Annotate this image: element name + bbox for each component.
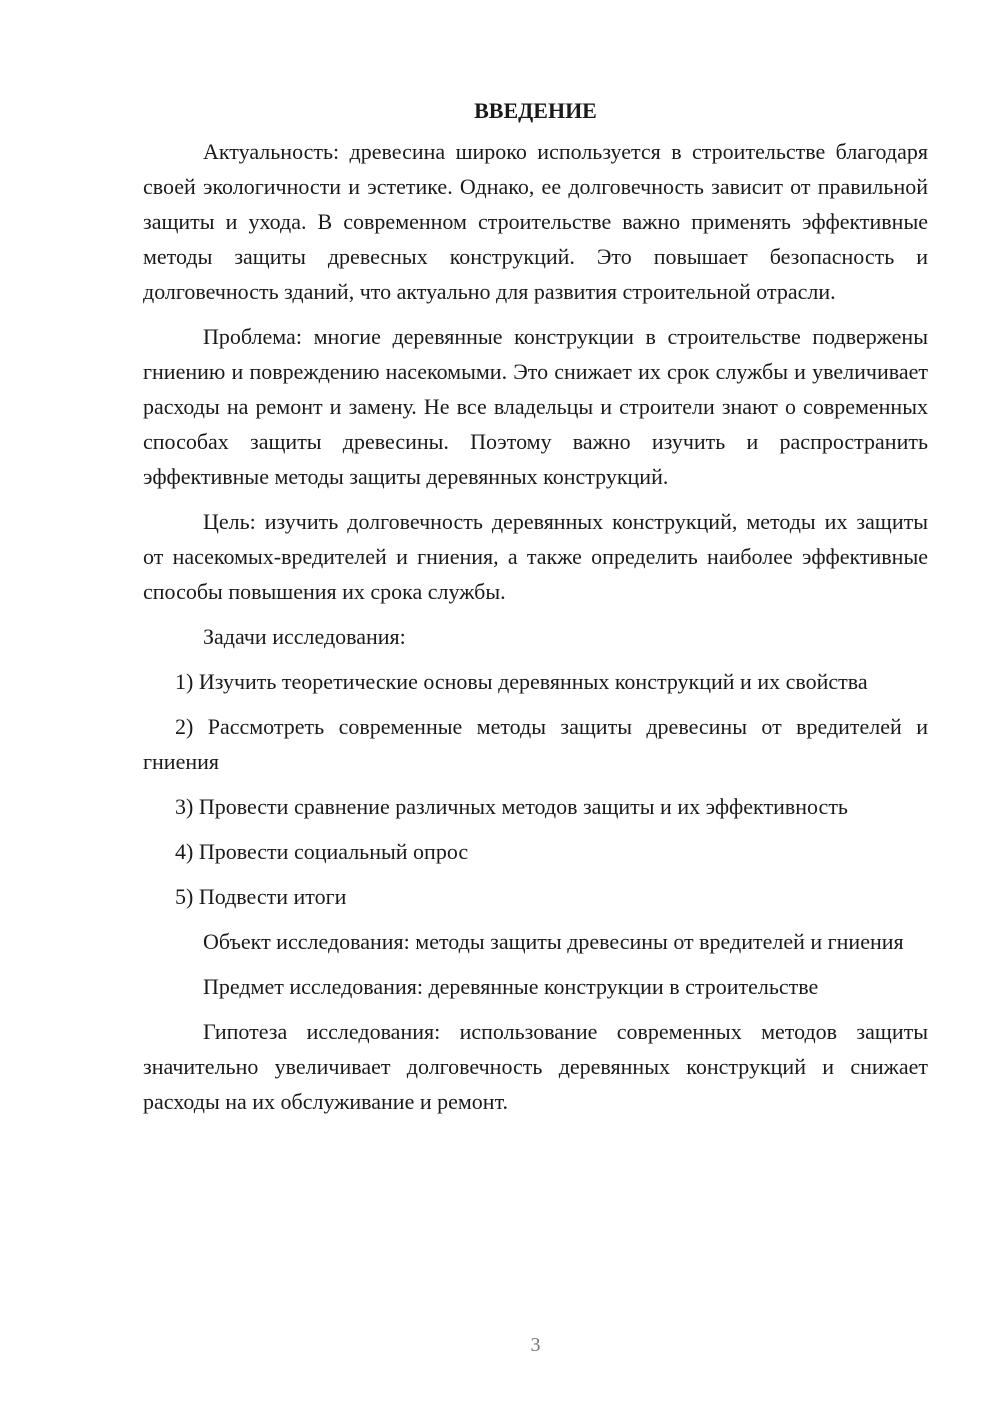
problem-paragraph: Проблема: многие деревянные конструкции в строительстве подвержены гниению и повреждению насекомыми. Это снижает их срок службы и увеличивает расходы на ремонт и замену. Не все владельцы и строители знают о современных способах защиты древесины. Поэтому важно изучить и распространить эффективные методы защиты деревянных конструкций. [143, 324, 928, 489]
section-title: ВВЕДЕНИЕ [474, 98, 597, 123]
task-item-1: 1) Изучить теоретические основы деревянных конструкций и их свойства [175, 669, 868, 694]
page-number: 3 [530, 1334, 541, 1356]
tasks-list [143, 664, 928, 914]
hypothesis-paragraph: Гипотеза исследования: использование современных методов защиты значительно увеличивает долговечность деревянных конструкций и снижает расходы на их обслуживание и ремонт. [143, 1019, 928, 1114]
research-object-paragraph: Объект исследования: методы защиты древесины от вредителей и гниения [203, 929, 904, 954]
relevance-paragraph: Актуальность: древесина широко используется в строительстве благодаря своей экологичности и эстетике. Однако, ее долговечность зависит от правильной защиты и ухода. В современном строительстве важно применять эффективные методы защиты древесных конструкций. Это повышает безопасность и долговечность зданий, что актуально для развития строительной отрасли. [143, 139, 928, 304]
goal-paragraph: Цель: изучить долговечность деревянных конструкций, методы их защиты от насекомых-вредителей и гниения, а также определить наиболее эффективные способы повышения их срока службы. [143, 509, 928, 604]
research-subject-paragraph: Предмет исследования: деревянные конструкции в строительстве [203, 974, 819, 999]
document-body [143, 96, 928, 1129]
task-item-5: 5) Подвести итоги [175, 884, 347, 909]
task-item-2: 2) Рассмотреть современные методы защиты древесины от вредителей и гниения [143, 714, 928, 774]
task-item-3: 3) Провести сравнение различных методов защиты и их эффективность [175, 794, 848, 819]
task-item-4: 4) Провести социальный опрос [175, 839, 469, 864]
tasks-heading: Задачи исследования: [203, 624, 406, 649]
